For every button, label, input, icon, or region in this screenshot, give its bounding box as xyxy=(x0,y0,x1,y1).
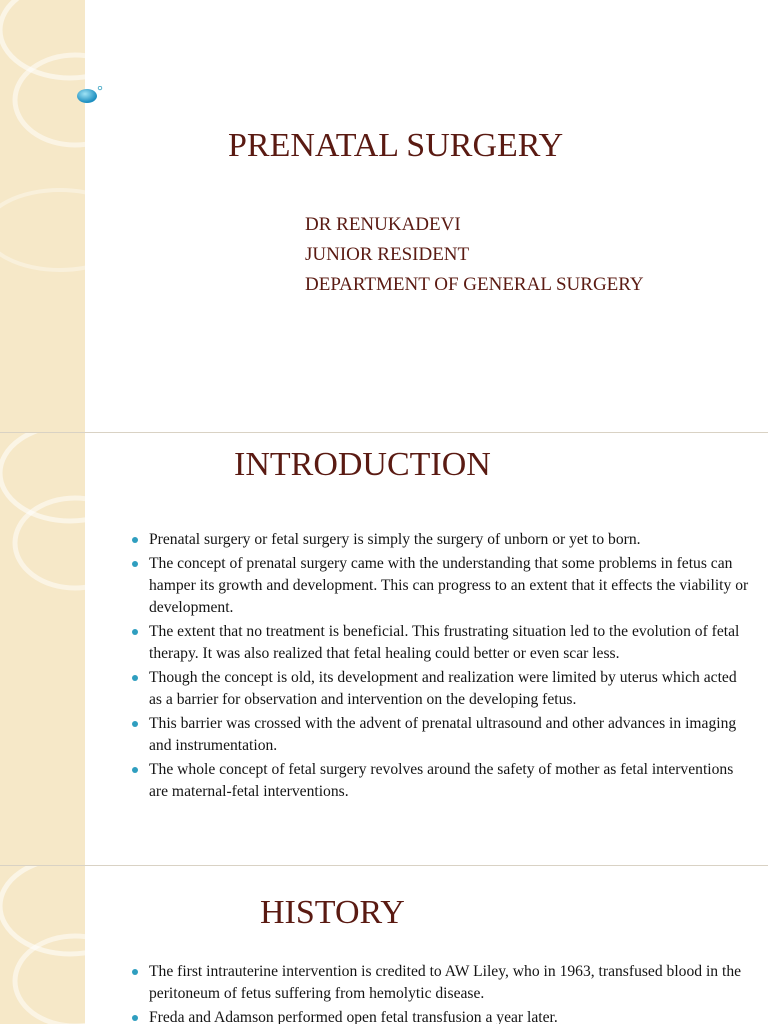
bullet-list xyxy=(130,529,750,805)
list-item: The concept of prenatal surgery came with the understanding that some problems in fetus can hamper its growth and development. This can progress to an extent that it effects the viability or development. xyxy=(130,553,750,619)
decorative-swirl-icon xyxy=(0,0,85,432)
title-slide xyxy=(0,0,768,432)
history-slide xyxy=(0,866,768,1024)
slide-title: HISTORY xyxy=(260,894,405,931)
decorative-side-band xyxy=(0,0,85,432)
bullet-icon xyxy=(132,629,138,635)
author-department: DEPARTMENT OF GENERAL SURGERY xyxy=(305,274,644,295)
decorative-side-band xyxy=(0,866,85,1024)
bullet-icon xyxy=(132,675,138,681)
bullet-icon xyxy=(132,537,138,543)
list-item: The first intrauterine intervention is credited to AW Liley, who in 1963, transfused blood in the peritoneum of fetus suffering from hemolytic disease. xyxy=(130,961,750,1005)
list-item: Freda and Adamson performed open fetal transfusion a year later. xyxy=(130,1007,750,1024)
bullet-icon xyxy=(132,1015,138,1021)
decorative-swirl-icon xyxy=(0,433,85,865)
author-name: DR RENUKADEVI xyxy=(305,214,461,235)
decorative-bubble-icon xyxy=(77,86,105,106)
decorative-side-band xyxy=(0,433,85,865)
bullet-icon xyxy=(132,767,138,773)
list-item: This barrier was crossed with the advent of prenatal ultrasound and other advances in imaging and instrumentation. xyxy=(130,713,750,757)
bullet-icon xyxy=(132,721,138,727)
list-item: The extent that no treatment is beneficial. This frustrating situation led to the evolution of fetal therapy. It was also realized that fetal healing could better or even scar less. xyxy=(130,621,750,665)
bullet-icon xyxy=(132,969,138,975)
bullet-icon xyxy=(132,561,138,567)
introduction-slide xyxy=(0,433,768,865)
list-item: The whole concept of fetal surgery revolves around the safety of mother as fetal interventions are maternal-fetal interventions. xyxy=(130,759,750,803)
list-item: Though the concept is old, its development and realization were limited by uterus which acted as a barrier for observation and intervention on the developing fetus. xyxy=(130,667,750,711)
author-info xyxy=(305,210,644,300)
slide-title: PRENATAL SURGERY xyxy=(228,127,564,164)
decorative-swirl-icon xyxy=(0,866,85,1024)
list-item: Prenatal surgery or fetal surgery is simply the surgery of unborn or yet to born. xyxy=(130,529,750,551)
author-position: JUNIOR RESIDENT xyxy=(305,244,470,265)
bullet-list xyxy=(130,961,750,1024)
slide-title: INTRODUCTION xyxy=(234,446,491,483)
